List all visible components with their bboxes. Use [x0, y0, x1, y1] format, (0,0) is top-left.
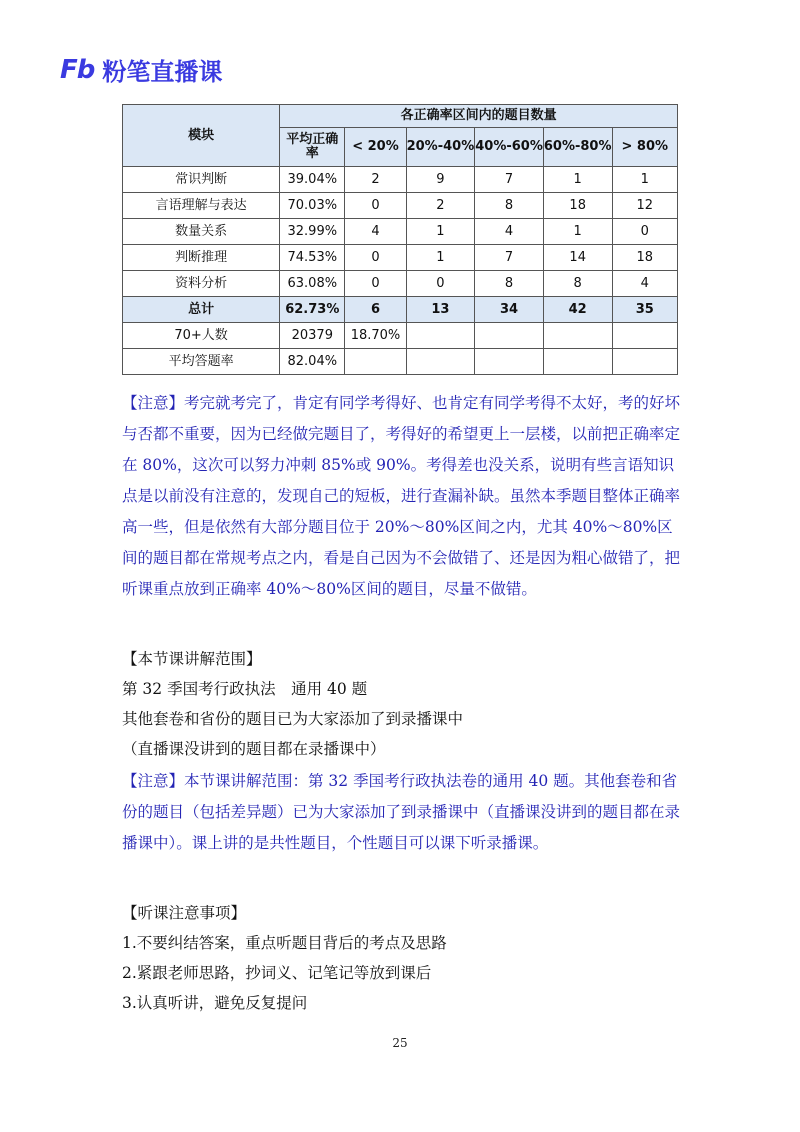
brand-logo	[60, 52, 222, 87]
table-cell: 数量关系	[123, 219, 280, 245]
table-cell: 35	[612, 297, 677, 323]
tips-section	[122, 898, 680, 1018]
table-cell: 1	[406, 245, 475, 271]
table-cell: 8	[475, 193, 544, 219]
table-row	[123, 245, 678, 271]
table-cell: 39.04%	[280, 167, 345, 193]
tips-line: 3.认真听讲，避免反复提问	[122, 994, 308, 1012]
sub-header: 60%-80%	[543, 128, 612, 167]
table-cell: 0	[406, 271, 475, 297]
table-cell: 1	[543, 167, 612, 193]
table-cell: 7	[475, 245, 544, 271]
brand-mark: Fb	[60, 54, 95, 85]
note-accuracy: 【注意】考完就考完了，肯定有同学考得好、也肯定有同学考得不太好，考的好坏与否都不重要，因为已经做完题目了，考得好的希望更上一层楼，以前把正确率定在 80%，这次可以努力冲刺 85%或 90%。考得差也没关系，说明有些言语知识点是以前没有注意的，发现自己的短板，进行查漏补缺。虽然本季题目整体正确率高一些，但是依然有大部分题目位于 20%～80%区间之内，尤其 40%～80%区间的题目都在常规考点之内，看是自己因为不会做错了、还是因为粗心做错了，把听课重点放到正确率 40%～80%区间的题目，尽量不做错。	[122, 394, 681, 598]
table-cell: 资料分析	[123, 271, 280, 297]
table-cell: 62.73%	[280, 297, 345, 323]
table-cell	[475, 349, 544, 375]
table-cell: 2	[345, 167, 406, 193]
table-cell	[612, 323, 677, 349]
table-cell: 2	[406, 193, 475, 219]
table-cell: 1	[406, 219, 475, 245]
table-cell: 32.99%	[280, 219, 345, 245]
module-header: 模块	[123, 105, 280, 167]
total-row	[123, 297, 678, 323]
table-row	[123, 167, 678, 193]
table-cell: 1	[543, 219, 612, 245]
table-cell: 12	[612, 193, 677, 219]
table-cell: 70+人数	[123, 323, 280, 349]
table-cell: 74.53%	[280, 245, 345, 271]
table-cell: 1	[612, 167, 677, 193]
scope-line: 第 32 季国考行政执法 通用 40 题	[122, 680, 368, 698]
table-cell: 7	[475, 167, 544, 193]
table-cell: 4	[345, 219, 406, 245]
table-cell	[406, 349, 475, 375]
table-cell: 42	[543, 297, 612, 323]
table-cell: 0	[612, 219, 677, 245]
sub-header: 平均正确率	[280, 128, 345, 167]
table-cell: 平均答题率	[123, 349, 280, 375]
table-cell: 4	[475, 219, 544, 245]
page-number: 25	[392, 1036, 408, 1050]
table-cell: 13	[406, 297, 475, 323]
scope-line: （直播课没讲到的题目都在录播课中）	[122, 740, 386, 758]
table-row	[123, 193, 678, 219]
table-cell: 言语理解与表达	[123, 193, 280, 219]
scope-line: 其他套卷和省份的题目已为大家添加了到录播课中	[122, 710, 464, 728]
tips-line: 2.紧跟老师思路，抄词义、记笔记等放到课后	[122, 964, 432, 982]
table-cell	[345, 349, 406, 375]
table-cell: 18	[612, 245, 677, 271]
tips-heading: 【听课注意事项】	[122, 904, 247, 922]
sub-header: < 20%	[345, 128, 406, 167]
table-row	[123, 349, 678, 375]
table-cell: 4	[612, 271, 677, 297]
table-cell: 8	[475, 271, 544, 297]
table-cell: 63.08%	[280, 271, 345, 297]
table-cell: 18	[543, 193, 612, 219]
table-cell: 常识判断	[123, 167, 280, 193]
note-scope: 【注意】本节课讲解范围：第 32 季国考行政执法卷的通用 40 题。其他套卷和省份的题目（包括差异题）已为大家添加了到录播课中（直播课没讲到的题目都在录播课中）。课上讲的是共性题目，个性题目可以课下听录播课。	[122, 772, 681, 852]
table-cell: 14	[543, 245, 612, 271]
group-header: 各正确率区间内的题目数量	[280, 105, 678, 128]
table-cell: 6	[345, 297, 406, 323]
table-cell: 总计	[123, 297, 280, 323]
table-cell: 8	[543, 271, 612, 297]
table-row	[123, 323, 678, 349]
table-cell: 0	[345, 193, 406, 219]
table-cell	[475, 323, 544, 349]
table-cell	[543, 323, 612, 349]
table-cell: 18.70%	[345, 323, 406, 349]
table-row	[123, 271, 678, 297]
table-cell: 20379	[280, 323, 345, 349]
table-row	[123, 219, 678, 245]
scope-section	[122, 644, 680, 764]
table-cell: 0	[345, 271, 406, 297]
sub-header: 40%-60%	[475, 128, 544, 167]
table-cell	[543, 349, 612, 375]
table-cell: 0	[345, 245, 406, 271]
accuracy-table	[122, 104, 678, 375]
table-cell: 82.04%	[280, 349, 345, 375]
scope-heading: 【本节课讲解范围】	[122, 650, 262, 668]
table-cell: 70.03%	[280, 193, 345, 219]
table-cell	[406, 323, 475, 349]
table-cell: 9	[406, 167, 475, 193]
table-cell: 34	[475, 297, 544, 323]
table-cell	[612, 349, 677, 375]
table-cell: 判断推理	[123, 245, 280, 271]
sub-header: > 80%	[612, 128, 677, 167]
brand-name: 粉笔直播课	[102, 58, 223, 86]
tips-line: 1.不要纠结答案，重点听题目背后的考点及思路	[122, 934, 447, 952]
sub-header: 20%-40%	[406, 128, 475, 167]
